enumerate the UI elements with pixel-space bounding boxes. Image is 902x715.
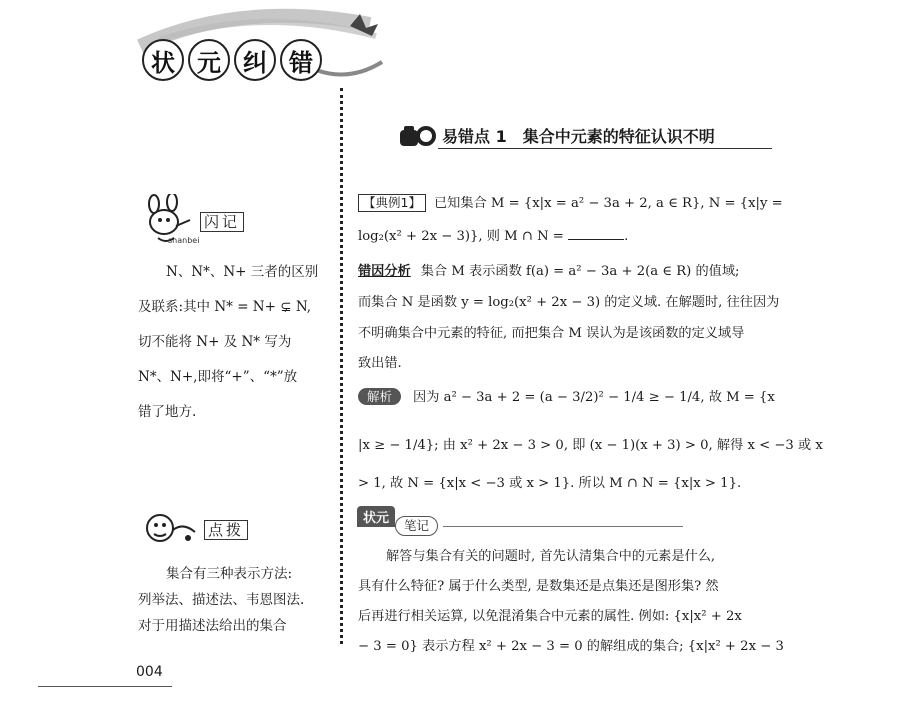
error-analysis-text: 致出错. [358, 356, 402, 371]
dianbo-text [138, 561, 334, 639]
cartoon-bird-icon [142, 508, 202, 548]
note-tag-biji: 笔记 [395, 516, 438, 536]
shanji-line: N*、N+,即将“+”、“*”放 [138, 369, 298, 385]
answer-blank [568, 227, 624, 240]
solution-text: |x ≥ − 1/4}; 由 x² + 2x − 3 > 0, 即 (x − 1)(x + 3) > 0, 解得 x < −3 或 x [358, 438, 823, 453]
example-line [358, 225, 628, 244]
solution-text: > 1, 故 N = {x|x < −3 或 x > 1}. 所以 M ∩ N = {x|x > 1}. [358, 476, 742, 491]
solution-tag: 解析 [358, 388, 401, 405]
error-analysis-text: 不明确集合中元素的特征, 而把集合 M 误认为是该函数的定义域导 [358, 326, 745, 341]
note-text: − 3 = 0} 表示方程 x² + 2x − 3 = 0 的解组成的集合; {x|x² + 2x − 3 [358, 639, 784, 654]
note-tag-zhuangyuan: 状元 [357, 506, 395, 527]
error-analysis-text: 而集合 N 是函数 y = log₂(x² + 2x − 3) 的定义域. 在解题时, 往往因为 [358, 295, 780, 310]
note-text: 后再进行相关运算, 以免混淆集合中元素的属性. 例如: {x|x² + 2x [358, 609, 742, 624]
heading-underline [438, 148, 772, 149]
shanji-line: N、N*、N+ 三者的区别 [166, 264, 319, 280]
note-rule [443, 526, 683, 527]
shanji-line: 错了地方. [138, 404, 197, 420]
example-tag: 【典例1】 [358, 194, 426, 212]
title-char: 纠 [234, 39, 276, 81]
dianbo-line: 集合有三种表示方法: [166, 566, 293, 582]
solution-text: 因为 a² − 3a + 2 = (a − 3/2)² − 1/4 ≥ − 1/4, 故 M = {x [413, 390, 775, 405]
key-icon [398, 122, 438, 150]
solution-line [358, 386, 775, 405]
note-text: 解答与集合有关的问题时, 首先认清集合中的元素是什么, [386, 549, 716, 564]
section-heading [398, 122, 778, 152]
shanji-label: 闪记 [200, 212, 244, 232]
shanji-line: 及联系:其中 N* = N+ ⊊ N, [138, 299, 312, 315]
page-number: 004 [136, 664, 163, 680]
example-text: 已知集合 M = {x|x = a² − 3a + 2, a ∈ R}, N = {x|y = [433, 196, 783, 211]
error-analysis-label: 错因分析 [358, 264, 411, 279]
dianbo-line: 列举法、描述法、韦恩图法. [138, 592, 305, 608]
column-divider [340, 88, 343, 644]
note-text: 具有什么特征? 属于什么类型, 是数集还是点集还是图形集? 然 [358, 579, 719, 594]
example-line [358, 192, 783, 212]
shanji-text [138, 255, 334, 430]
note-header [357, 506, 687, 540]
page-number-rule [38, 686, 172, 687]
dianbo-line: 对于用描述法给出的集合 [138, 618, 287, 634]
error-analysis-text: 集合 M 表示函数 f(a) = a² − 3a + 2(a ∈ R) 的值域; [420, 264, 740, 279]
shanji-caption: shanbei [168, 236, 200, 245]
title-char: 元 [188, 39, 230, 81]
shanji-line: 切不能将 N+ 及 N* 写为 [138, 334, 292, 350]
example-text: . [624, 229, 629, 244]
title-char: 错 [280, 39, 322, 81]
example-text: log₂(x² + 2x − 3)}, 则 M ∩ N = [358, 229, 569, 244]
header-banner [120, 6, 400, 86]
title-char: 状 [142, 39, 184, 81]
dianbo-label: 点拨 [204, 520, 248, 540]
section-heading-text: 易错点 1 集合中元素的特征认识不明 [442, 127, 715, 146]
error-analysis-line [358, 260, 740, 279]
